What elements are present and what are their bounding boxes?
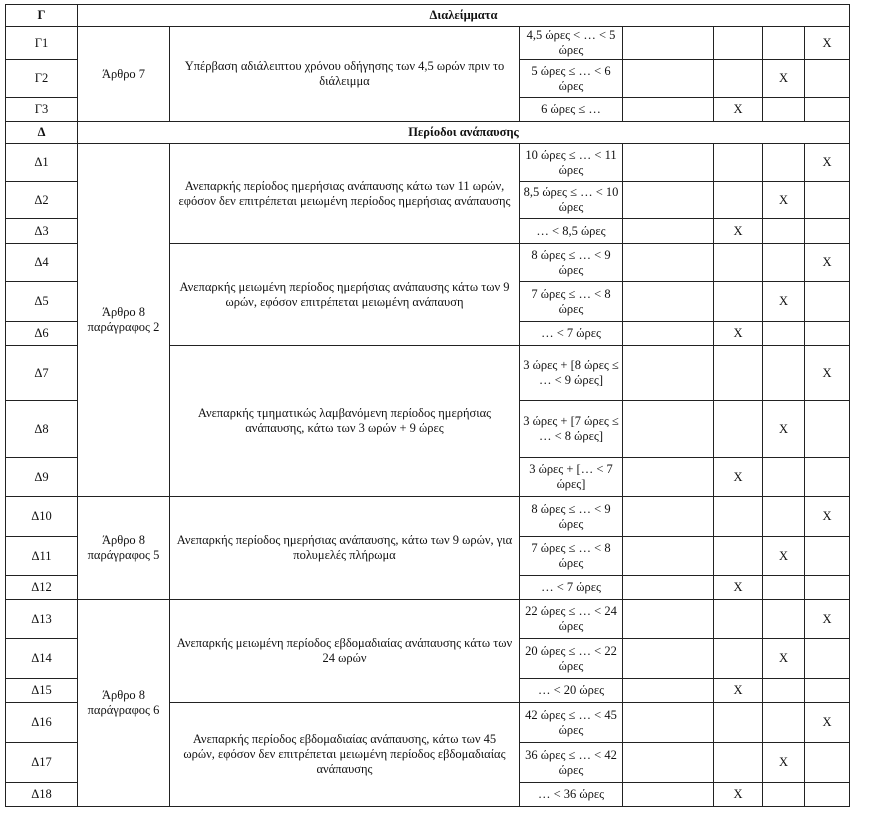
mark-empty: [763, 144, 805, 182]
row-id: Δ16: [6, 703, 78, 743]
section-title: Διαλείμματα: [78, 5, 850, 27]
mark-empty: [805, 219, 850, 244]
condition-cell: 22 ώρες ≤ … < 24 ώρες: [520, 600, 623, 639]
mark-empty: [623, 219, 714, 244]
row-id: Δ17: [6, 743, 78, 783]
article-cell: Άρθρο 8 παράγραφος 5: [78, 497, 170, 600]
mark-empty: [714, 600, 763, 639]
mark-x: X: [805, 497, 850, 537]
mark-empty: [805, 401, 850, 458]
condition-cell: … < 20 ώρες: [520, 679, 623, 703]
mark-empty: [763, 322, 805, 346]
mark-empty: [763, 679, 805, 703]
mark-empty: [714, 703, 763, 743]
mark-empty: [805, 322, 850, 346]
mark-empty: [714, 743, 763, 783]
table-row: [6, 144, 850, 182]
mark-x: X: [805, 27, 850, 60]
mark-x: X: [714, 679, 763, 703]
mark-empty: [623, 27, 714, 60]
mark-x: X: [714, 322, 763, 346]
mark-empty: [623, 537, 714, 576]
condition-cell: 20 ώρες ≤ … < 22 ώρες: [520, 639, 623, 679]
mark-empty: [805, 743, 850, 783]
description-cell: Υπέρβαση αδιάλειπτου χρόνου οδήγησης των 4,5 ωρών πριν το διάλειμμα: [170, 27, 520, 122]
mark-empty: [714, 401, 763, 458]
mark-empty: [714, 182, 763, 219]
mark-empty: [805, 98, 850, 122]
row-id: Δ5: [6, 282, 78, 322]
mark-empty: [623, 497, 714, 537]
mark-empty: [763, 576, 805, 600]
mark-empty: [623, 458, 714, 497]
row-id: Γ3: [6, 98, 78, 122]
mark-empty: [623, 346, 714, 401]
mark-x: X: [805, 144, 850, 182]
mark-x: X: [805, 600, 850, 639]
description-cell: Ανεπαρκής περίοδος εβδομαδιαίας ανάπαυσης, κάτω των 45 ωρών, εφόσον δεν επιτρέπεται μειωμένη περίοδος εβδομαδιαίας ανάπαυσης: [170, 703, 520, 807]
mark-x: X: [763, 282, 805, 322]
mark-empty: [763, 244, 805, 282]
mark-empty: [623, 282, 714, 322]
table-row: [6, 600, 850, 639]
condition-cell: 4,5 ώρες < … < 5 ώρες: [520, 27, 623, 60]
mark-empty: [714, 244, 763, 282]
mark-empty: [623, 679, 714, 703]
row-id: Γ2: [6, 60, 78, 98]
mark-empty: [763, 458, 805, 497]
mark-x: X: [763, 639, 805, 679]
mark-empty: [805, 639, 850, 679]
mark-empty: [623, 182, 714, 219]
row-id: Δ13: [6, 600, 78, 639]
mark-x: X: [763, 182, 805, 219]
row-id: Δ18: [6, 783, 78, 807]
section-title: Περίοδοι ανάπαυσης: [78, 122, 850, 144]
mark-empty: [763, 703, 805, 743]
mark-empty: [763, 219, 805, 244]
mark-x: X: [714, 783, 763, 807]
condition-cell: 8 ώρες ≤ … < 9 ώρες: [520, 497, 623, 537]
article-cell: Άρθρο 7: [78, 27, 170, 122]
condition-cell: … < 7 ώρες: [520, 576, 623, 600]
mark-x: X: [805, 703, 850, 743]
section-header-row: [6, 5, 850, 27]
condition-cell: 6 ώρες ≤ …: [520, 98, 623, 122]
mark-empty: [805, 783, 850, 807]
mark-empty: [623, 244, 714, 282]
mark-empty: [805, 60, 850, 98]
condition-cell: 5 ώρες ≤ … < 6 ώρες: [520, 60, 623, 98]
row-id: Δ15: [6, 679, 78, 703]
condition-cell: 8 ώρες ≤ … < 9 ώρες: [520, 244, 623, 282]
description-cell: Ανεπαρκής περίοδος ημερήσιας ανάπαυσης κάτω των 11 ωρών, εφόσον δεν επιτρέπεται μειωμένη περίοδος ημερήσιας ανάπαυσης: [170, 144, 520, 244]
mark-empty: [805, 679, 850, 703]
mark-empty: [623, 60, 714, 98]
mark-x: X: [714, 98, 763, 122]
mark-empty: [623, 98, 714, 122]
mark-empty: [623, 576, 714, 600]
mark-x: X: [805, 244, 850, 282]
mark-x: X: [763, 743, 805, 783]
condition-cell: 3 ώρες + [… < 7 ώρες]: [520, 458, 623, 497]
mark-empty: [763, 346, 805, 401]
article-cell: Άρθρο 8 παράγραφος 6: [78, 600, 170, 807]
mark-empty: [763, 27, 805, 60]
row-id: Δ7: [6, 346, 78, 401]
condition-cell: … < 36 ώρες: [520, 783, 623, 807]
condition-cell: 36 ώρες ≤ … < 42 ώρες: [520, 743, 623, 783]
mark-empty: [805, 458, 850, 497]
mark-x: X: [714, 576, 763, 600]
table-row: [6, 497, 850, 537]
mark-empty: [623, 639, 714, 679]
mark-empty: [805, 576, 850, 600]
section-id: Δ: [6, 122, 78, 144]
section-header-row: [6, 122, 850, 144]
mark-empty: [714, 144, 763, 182]
mark-empty: [623, 144, 714, 182]
mark-x: X: [714, 458, 763, 497]
description-cell: Ανεπαρκής τμηματικώς λαμβανόμενη περίοδος ημερήσιας ανάπαυσης, κάτω των 3 ωρών + 9 ώρες: [170, 346, 520, 497]
description-cell: Ανεπαρκής περίοδος ημερήσιας ανάπαυσης, κάτω των 9 ωρών, για πολυμελές πλήρωμα: [170, 497, 520, 600]
condition-cell: 3 ώρες + [7 ώρες ≤ … < 8 ώρες]: [520, 401, 623, 458]
mark-empty: [805, 537, 850, 576]
condition-cell: 8,5 ώρες ≤ … < 10 ώρες: [520, 182, 623, 219]
row-id: Δ6: [6, 322, 78, 346]
mark-x: X: [763, 401, 805, 458]
condition-cell: 3 ώρες + [8 ώρες ≤ … < 9 ώρες]: [520, 346, 623, 401]
mark-empty: [714, 27, 763, 60]
mark-x: X: [805, 346, 850, 401]
mark-empty: [714, 282, 763, 322]
row-id: Δ10: [6, 497, 78, 537]
mark-empty: [623, 401, 714, 458]
mark-x: X: [714, 219, 763, 244]
mark-empty: [623, 743, 714, 783]
row-id: Δ2: [6, 182, 78, 219]
condition-cell: 7 ώρες ≤ … < 8 ώρες: [520, 282, 623, 322]
mark-empty: [763, 497, 805, 537]
mark-empty: [714, 497, 763, 537]
condition-cell: … < 7 ώρες: [520, 322, 623, 346]
mark-empty: [714, 346, 763, 401]
mark-x: X: [763, 537, 805, 576]
mark-empty: [763, 600, 805, 639]
row-id: Δ8: [6, 401, 78, 458]
row-id: Δ4: [6, 244, 78, 282]
mark-empty: [714, 537, 763, 576]
mark-empty: [623, 783, 714, 807]
mark-empty: [623, 703, 714, 743]
row-id: Δ12: [6, 576, 78, 600]
mark-empty: [623, 600, 714, 639]
condition-cell: 10 ώρες ≤ … < 11 ώρες: [520, 144, 623, 182]
row-id: Δ1: [6, 144, 78, 182]
condition-cell: … < 8,5 ώρες: [520, 219, 623, 244]
table-row: [6, 27, 850, 60]
mark-empty: [763, 783, 805, 807]
row-id: Δ14: [6, 639, 78, 679]
row-id: Δ11: [6, 537, 78, 576]
mark-empty: [623, 322, 714, 346]
condition-cell: 42 ώρες ≤ … < 45 ώρες: [520, 703, 623, 743]
mark-empty: [805, 282, 850, 322]
mark-x: X: [763, 60, 805, 98]
description-cell: Ανεπαρκής μειωμένη περίοδος ημερήσιας ανάπαυσης κάτω των 9 ωρών, εφόσον επιτρέπεται μειωμένη ανάπαυση: [170, 244, 520, 346]
row-id: Δ9: [6, 458, 78, 497]
mark-empty: [714, 639, 763, 679]
mark-empty: [805, 182, 850, 219]
row-id: Δ3: [6, 219, 78, 244]
condition-cell: 7 ώρες ≤ … < 8 ώρες: [520, 537, 623, 576]
mark-empty: [763, 98, 805, 122]
penalty-table: [5, 4, 850, 807]
article-cell: Άρθρο 8 παράγραφος 2: [78, 144, 170, 497]
row-id: Γ1: [6, 27, 78, 60]
description-cell: Ανεπαρκής μειωμένη περίοδος εβδομαδιαίας ανάπαυσης κάτω των 24 ωρών: [170, 600, 520, 703]
mark-empty: [714, 60, 763, 98]
section-id: Γ: [6, 5, 78, 27]
